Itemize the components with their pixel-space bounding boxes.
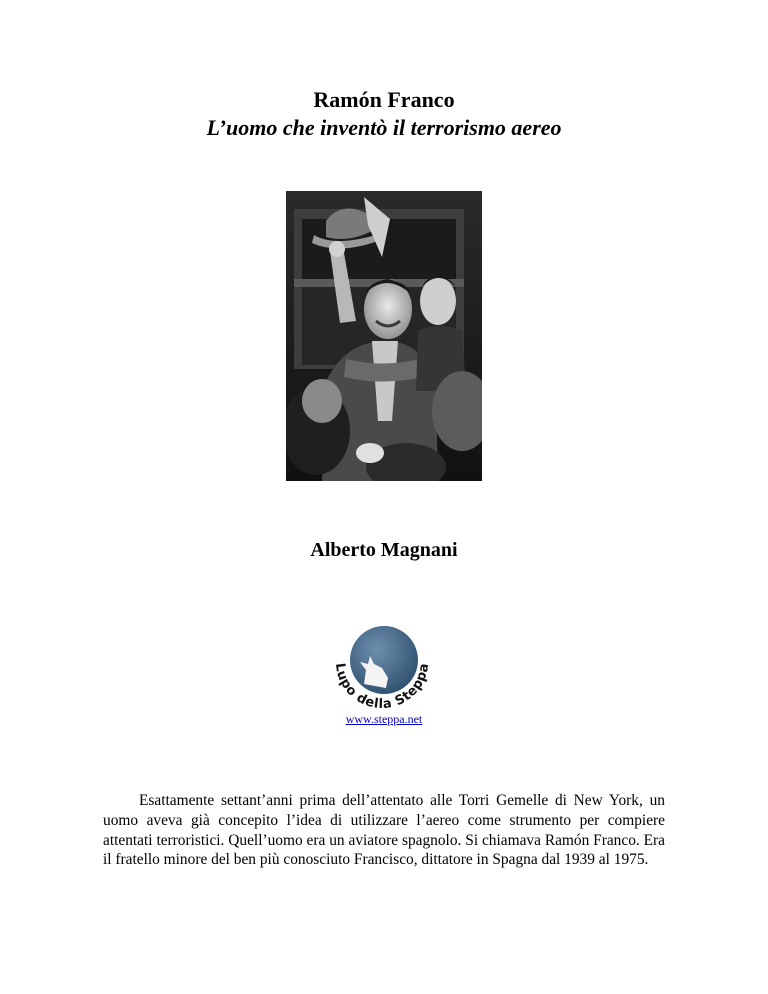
document-subtitle: L’uomo che inventò il terrorismo aereo bbox=[206, 115, 562, 140]
document-title: Ramón Franco bbox=[313, 87, 455, 112]
website-link[interactable]: www.steppa.net bbox=[345, 712, 423, 726]
title-block bbox=[0, 86, 768, 142]
intro-paragraph: Esattamente settant’anni prima dell’attentato alle Torri Gemelle di New York, un uomo aveva già concepito l’idea di utilizzare l’aereo come strumento per compiere attentati terroristici. Quell’uomo era un aviatore spagnolo. Si chiamava Ramón Franco. Era il fratello minore del ben più conosciuto Francisco, dittatore in Spagna dal 1939 al 1975. bbox=[103, 792, 665, 869]
logo-text-top: Lupo bbox=[331, 662, 360, 700]
lupo-della-steppa-logo bbox=[326, 622, 438, 714]
logo-text-bottom: della Steppa bbox=[353, 662, 433, 713]
portrait-photo bbox=[286, 191, 482, 481]
wolf-logo-icon bbox=[326, 622, 438, 714]
portrait-photo-graphic bbox=[286, 191, 482, 481]
author-name: Alberto Magnani bbox=[310, 539, 458, 561]
